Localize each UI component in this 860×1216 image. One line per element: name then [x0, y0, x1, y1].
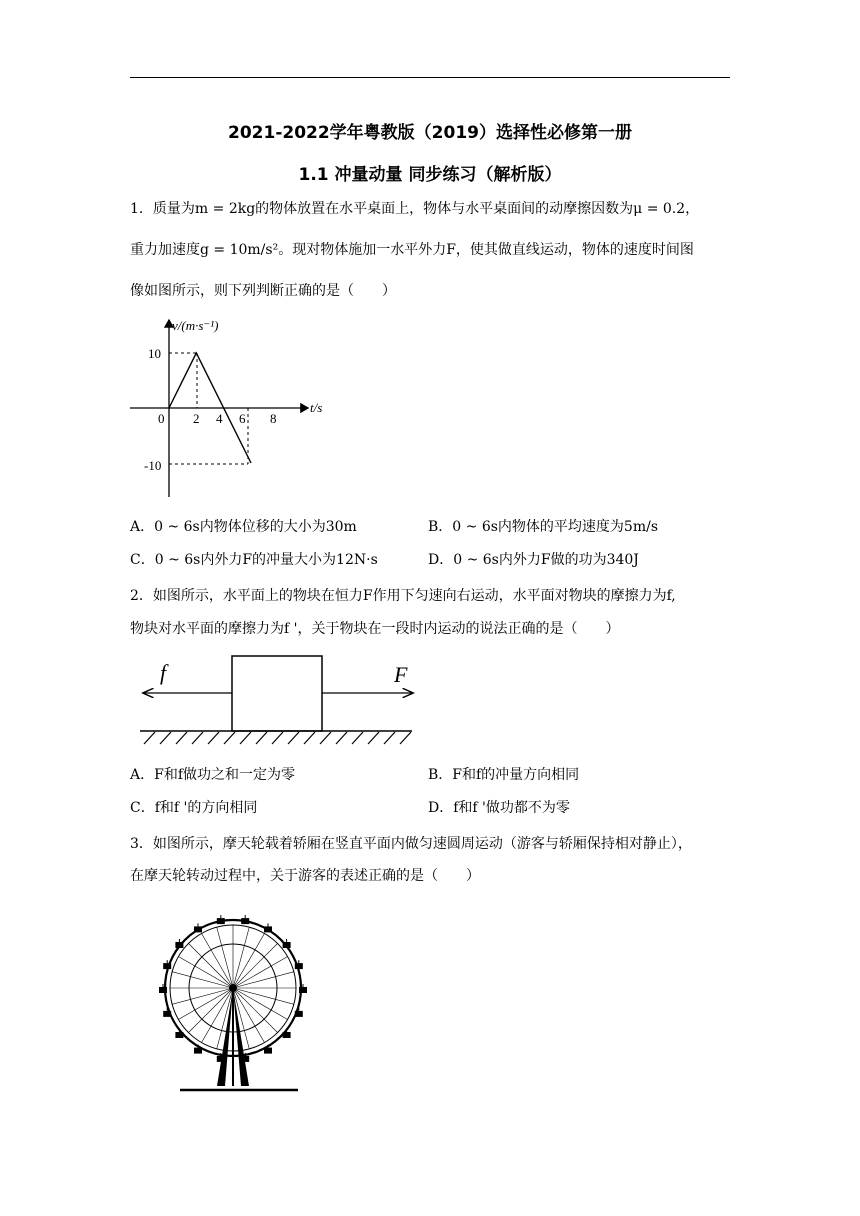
q2-line-2: 物块对水平面的摩擦力为f '，关于物块在一段时内运动的说法正确的是（ ）: [130, 621, 620, 637]
wheel-spoke: [172, 988, 233, 1004]
q2-option-c: C．f和f '的方向相同: [130, 800, 258, 816]
cabin: [283, 939, 291, 948]
cabin: [283, 1029, 291, 1038]
wheel-spoke: [178, 957, 233, 989]
q1-option-b: B．0 ~ 6s内物体的平均速度为5m/s: [428, 519, 659, 535]
x-axis-label: t/s: [310, 400, 323, 415]
q2-option-d: D．f和f '做功都不为零: [428, 800, 570, 816]
support-leg-right: [233, 988, 249, 1086]
wheel-spoke: [172, 972, 233, 988]
friction-label: f: [160, 660, 167, 685]
q2-option-b: B．F和f的冲量方向相同: [428, 767, 580, 783]
wheel-spoke: [202, 933, 234, 988]
wheel-spoke: [233, 972, 294, 988]
cabin: [264, 923, 272, 932]
wheel-spoke: [217, 927, 233, 988]
x-tick-8: 8: [270, 411, 277, 426]
q1-option-c: C．0 ~ 6s内外力F的冲量大小为12N·s: [130, 552, 378, 568]
q1-line-3: 像如图所示，则下列判断正确的是（ ）: [130, 283, 396, 299]
support-leg-left: [217, 988, 233, 1086]
cabin: [217, 915, 225, 924]
q1-velocity-time-graph: [130, 310, 330, 505]
q2-block-force-diagram: [130, 650, 420, 750]
y-tick-minus-10: -10: [144, 458, 162, 473]
cabin: [163, 1008, 171, 1017]
cabin: [241, 915, 249, 924]
q1-line-2: 重力加速度g = 10m/s²。现对物体施加一水平外力F，使其做直线运动，物体的速度时间图: [130, 242, 694, 258]
x-tick-4: 4: [216, 411, 223, 426]
q3-ferris-wheel-figure: [148, 908, 318, 1098]
q1-option-d: D．0 ~ 6s内外力F做的功为340J: [428, 552, 639, 568]
y-axis-label: v/(m·s⁻¹): [172, 318, 219, 333]
cabin: [194, 1045, 202, 1054]
q2-option-a: A．F和f做功之和一定为零: [130, 767, 296, 783]
cabin: [264, 1045, 272, 1054]
document-title: 2021-2022学年粤教版（2019）选择性必修第一册: [228, 123, 632, 143]
wheel-spoke: [233, 988, 288, 1020]
y-tick-10: 10: [148, 346, 161, 361]
header-rule: [130, 77, 730, 78]
wheel-spoke: [178, 988, 233, 1020]
wheel-spoke: [233, 927, 249, 988]
q1-option-a: A．0 ~ 6s内物体位移的大小为30m: [130, 519, 357, 535]
cabin: [175, 1029, 183, 1038]
x-tick-2: 2: [193, 411, 200, 426]
cabin: [194, 923, 202, 932]
cabin: [295, 1008, 303, 1017]
q2-line-1: 2．如图所示，水平面上的物块在恒力F作用下匀速向右运动，水平面对物块的摩擦力为f,: [130, 588, 676, 604]
origin-label: 0: [158, 411, 165, 426]
document-subtitle: 1.1 冲量动量 同步练习（解析版）: [298, 165, 562, 185]
wheel-spoke: [233, 957, 288, 989]
q3-line-2: 在摩天轮转动过程中，关于游客的表述正确的是（ ）: [130, 868, 480, 884]
block: [232, 656, 322, 731]
q1-line-1: 1．质量为m = 2kg的物体放置在水平桌面上，物体与水平桌面间的动摩擦因数为μ = 0.2，: [130, 201, 700, 217]
wheel-spoke: [233, 988, 294, 1004]
wheel-spoke: [233, 933, 265, 988]
ground-hatching: [144, 732, 411, 744]
cabin: [175, 939, 183, 948]
q3-line-1: 3．如图所示，摩天轮载着轿厢在竖直平面内做匀速圆周运动（游客与轿厢保持相对静止），: [130, 836, 692, 852]
x-tick-6: 6: [239, 411, 246, 426]
force-label: F: [394, 662, 408, 687]
